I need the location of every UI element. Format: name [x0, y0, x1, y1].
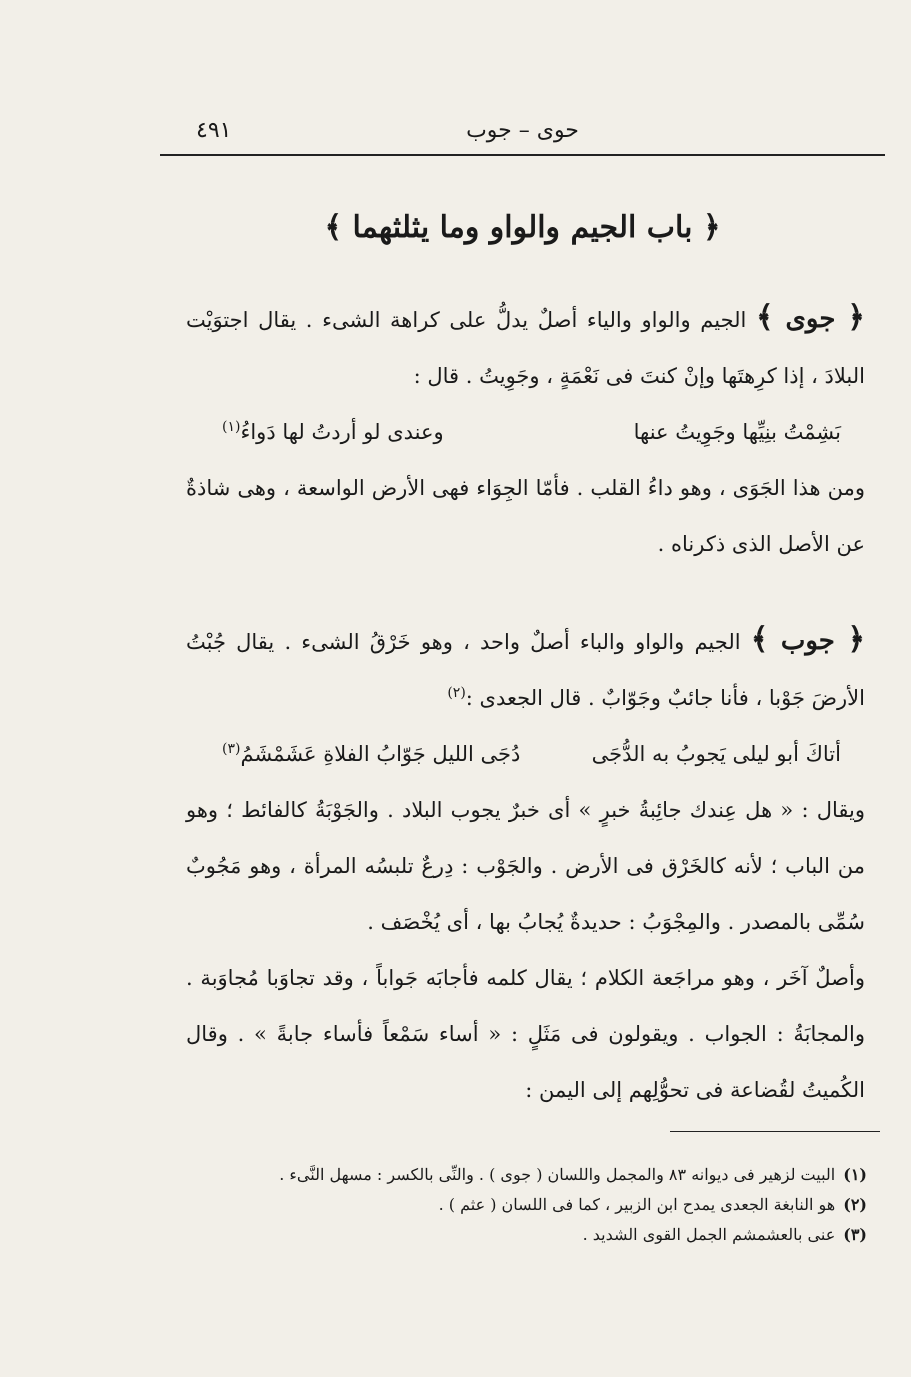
- footnotes: [160, 1160, 867, 1250]
- running-head: [160, 112, 885, 156]
- headword: ﴿ جوى ﴾: [755, 300, 865, 335]
- entry-paragraph: [186, 460, 865, 572]
- text-line: وأصلٌ آخَر ، وهو مراجَعة الكلام ؛ يقال كلمه فأجابَه جَواباً ، وقد تجاوَبا: [266, 966, 865, 990]
- page-number: ٤٩١: [196, 118, 232, 143]
- chapter-title: ﴿ باب الجيم والواو وما يثلثهما ﴾: [324, 210, 721, 245]
- footnote-separator: [670, 1131, 880, 1132]
- entry-jawb: [186, 612, 865, 1118]
- text-line: الجيم والواو والياء أصلٌ يدلُّ على كراهة الشىء . يقال: [258, 308, 747, 332]
- text-line: شاذةٌ عن الأصل الذى ذكرناه .: [186, 476, 865, 556]
- entry-paragraph: [186, 782, 865, 950]
- text-line: ومن هذا الجَوَى ، وهو داءُ القلب . فأمّا الجِوَاء فهى الأرض الواسعة ، وهى: [237, 476, 865, 500]
- footnote: [160, 1190, 867, 1220]
- text-line: جُبْتُ الأرضَ جَوْبا ، فأنا جائبٌ وجَوّابٌ . قال الجعدى :: [186, 630, 865, 710]
- footnote-ref: (٣): [222, 741, 241, 757]
- footnote-text: هو النابغة الجعدى يمدح ابن الزبير ، كما فى اللسان ( عثم ) .: [438, 1195, 836, 1214]
- entry-paragraph: [186, 612, 865, 726]
- footnote-number: (٣): [843, 1225, 867, 1244]
- text-line: المرأة ، وهو مَجُوبٌ سُمِّى بالمصدر . والمِجْوَبُ : حديدةٌ يُجابُ بها ، أى يُخْصَف .: [186, 854, 865, 934]
- footnote-text: عنى بالعشمشم الجمل القوى الشديد .: [582, 1225, 836, 1244]
- text-line: وقال الكُميتُ لقُضاعة فى تحوُّلِهم إلى اليمن :: [186, 1022, 865, 1102]
- verse-first-hemistich: بَشِمْتُ بنِيِّها وجَوِيتُ عنها: [633, 420, 841, 444]
- main-text: [186, 290, 865, 1118]
- footnote: [160, 1160, 867, 1190]
- poetry-verse: [186, 404, 865, 460]
- verse-second-hemistich: وعندى لو أردتُ لها دَواءُ: [240, 420, 444, 444]
- headword-text: جوى: [785, 304, 836, 334]
- footnote-number: (١): [843, 1165, 867, 1184]
- footnote-number: (٢): [843, 1195, 867, 1214]
- header-rule: [160, 154, 885, 156]
- verse-first-hemistich: أتاكَ أبو ليلى يَجوبُ به الدُّجَى: [591, 742, 841, 766]
- text-line: الجيم والواو والباء أصلٌ واحد ، وهو خَرْقُ الشىء . يقال: [236, 630, 741, 654]
- footnote: [160, 1220, 867, 1250]
- footnote-ref: (٢): [447, 685, 466, 701]
- text-line: مُجاوَبة . والمجابَةُ : الجواب . ويقولون فى مَثَلٍ : « أساء سَمْعاً فأساء جابةً » .: [186, 966, 865, 1046]
- entry-paragraph: [186, 950, 865, 1118]
- footnote-ref: (١): [222, 419, 241, 435]
- entry-jawa: [186, 290, 865, 572]
- verse-second-hemistich: دُجَى الليل جَوّابُ الفلاةِ عَشَمْشَمُ: [240, 742, 521, 766]
- entry-paragraph: [186, 290, 865, 404]
- text-line: اجتوَيْت البلادَ ، إذا كرِهتَها وإنْ كنتَ فى نَعْمَةٍ ، وجَوِيتُ . قال :: [186, 308, 865, 388]
- text-line: ويقال : « هل عِندك جائِبةُ خبرٍ » أى خبرٌ يجوب البلاد . والجَوْبَةُ: [315, 798, 866, 822]
- footnote-text: البيت لزهير فى ديوانه ٨٣ والمجمل واللسان ( جوى ) . والنِّى بالكسر : مسهل النَّىء .: [279, 1165, 836, 1184]
- headword: ﴿ جوب ﴾: [750, 622, 866, 657]
- text-line: كالفائط ؛ وهو من الباب ؛ لأنه كالخَرْق فى الأرض . والجَوْب : دِرعٌ تلبسُه: [186, 798, 865, 878]
- running-head-title: حوى – جوب: [466, 118, 579, 143]
- poetry-verse: [186, 726, 865, 782]
- headword-text: جوب: [780, 626, 835, 656]
